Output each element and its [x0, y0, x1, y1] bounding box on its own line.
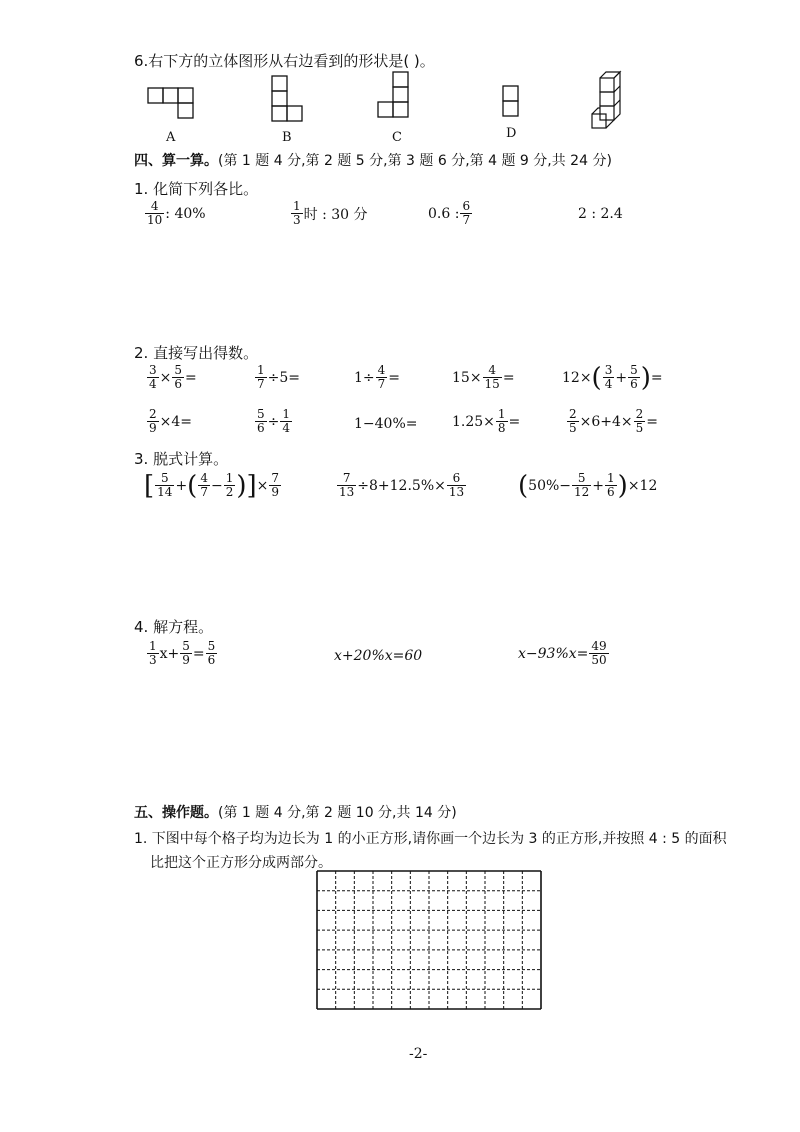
calc-r2-c: 1−40%= [354, 416, 418, 432]
page-number: -2- [409, 1046, 428, 1062]
equation-a: $\frac{1}{3}$ x+ $\frac{5}{9}$ = $\frac{5}{6}$ [149, 639, 216, 668]
option-b-figure [272, 76, 308, 126]
equation-b: x+20%x=60 [334, 648, 423, 664]
option-c-figure [378, 72, 414, 126]
q4-3-title: 3. 脱式计算。 [134, 450, 229, 468]
calc-r1-c: 1÷ $\frac{4}{7}$ = [354, 363, 401, 392]
option-c-label: C [392, 130, 402, 145]
section4-heading: 四、算一算。(第 1 题 4 分,第 2 题 5 分,第 3 题 6 分,第 4 题 9 分,共 24 分) [134, 153, 612, 169]
expr-b: $\frac{7}{13}$ ÷8+12.5%× $\frac{6}{13}$ [339, 471, 465, 500]
expr-c: ( 50%− $\frac{5}{12}$ + $\frac{1}{6}$ ) ×12 [518, 470, 658, 501]
option-b-label: B [282, 130, 292, 145]
calc-r2-e: $\frac{2}{5}$ ×6+4× $\frac{2}{5}$ = [569, 407, 659, 436]
calc-r2-a: $\frac{2}{9}$ ×4= [149, 407, 193, 436]
q6-title: 6.右下方的立体图形从右边看到的形状是( )。 [134, 52, 435, 70]
section5-heading: 五、操作题。(第 1 题 4 分,第 2 题 10 分,共 14 分) [134, 805, 457, 821]
equation-c: x−93%x= $\frac{49}{50}$ [518, 639, 607, 668]
option-d-label: D [506, 126, 517, 141]
calc-r1-a: $\frac{3}{4}$ × $\frac{5}{6}$ = [149, 363, 197, 392]
calc-r2-d: 1.25× $\frac{1}{8}$ = [452, 407, 521, 436]
ratio-b: $\frac{1}{3}$ 时 : 30 分 [293, 199, 368, 228]
calc-r1-e: 12× ( $\frac{3}{4}$ + $\frac{5}{6}$ ) = [562, 362, 663, 393]
calc-r1-b: $\frac{1}{7}$ ÷5= [257, 363, 301, 392]
q5-1-line1: 1. 下图中每个格子均为边长为 1 的小正方形,请你画一个边长为 3 的正方形,并按照 4 : 5 的面积 [134, 831, 727, 847]
q4-1-title: 1. 化简下列各比。 [134, 180, 259, 198]
expr-a: [ $\frac{5}{14}$ + ( $\frac{4}{7}$ − $\frac{1}{2}$ ) ] × $\frac{7}{9}$ [144, 470, 280, 501]
calc-r2-b: $\frac{5}{6}$ ÷ $\frac{1}{4}$ [257, 407, 291, 436]
ratio-d: 2 : 2.4 [578, 206, 623, 222]
q5-1-line2: 比把这个正方形分成两部分。 [150, 855, 332, 871]
option-a-figure [148, 88, 198, 124]
square-grid[interactable] [316, 870, 542, 1010]
stacked-cubes-figure [592, 70, 632, 136]
calc-r1-d: 15× $\frac{4}{15}$ = [452, 363, 515, 392]
option-d-figure [503, 86, 521, 126]
q4-4-title: 4. 解方程。 [134, 618, 214, 636]
q4-2-title: 2. 直接写出得数。 [134, 344, 259, 362]
option-a-label: A [166, 130, 176, 145]
ratio-a: $\frac{4}{10}$ : 40% [147, 199, 206, 228]
ratio-c: 0.6 : $\frac{6}{7}$ [428, 199, 471, 228]
